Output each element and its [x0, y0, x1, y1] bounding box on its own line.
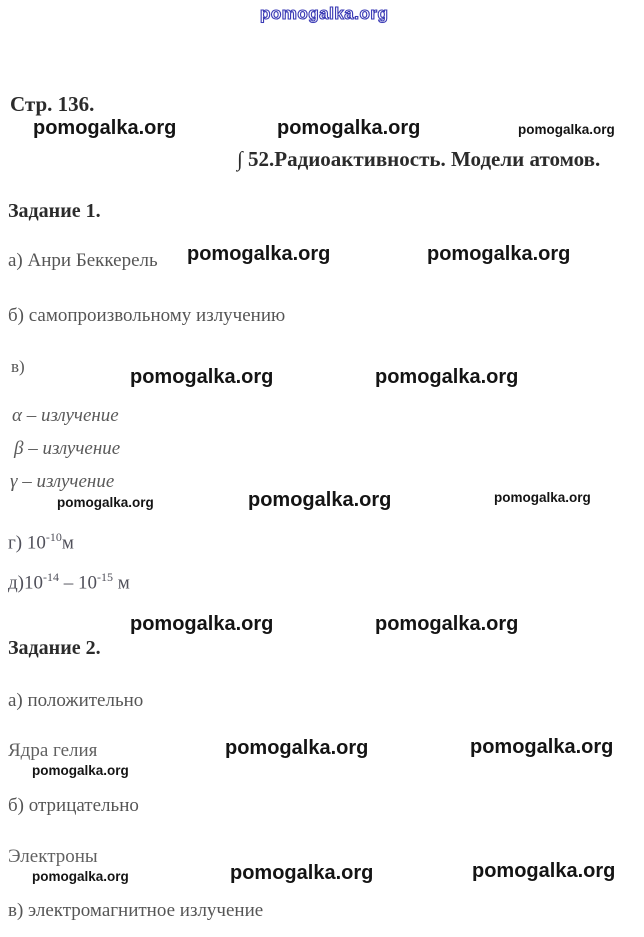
task2-heading: Задание 2.: [8, 637, 101, 659]
page-number: Стр. 136.: [10, 92, 95, 116]
answer-d-base2: – 10: [59, 572, 97, 594]
gamma-radiation-line: γ – излучение: [10, 471, 115, 492]
task2-answer-b: б) отрицательно: [8, 795, 139, 816]
watermark: pomogalka.org: [494, 490, 591, 505]
watermark: pomogalka.org: [375, 613, 519, 635]
task1-answer-v: в): [11, 357, 25, 376]
watermark: pomogalka.org: [225, 737, 369, 759]
watermark: pomogalka.org: [427, 243, 571, 265]
answer-d-exponent1: -14: [43, 570, 59, 584]
answer-d-unit: м: [113, 572, 130, 594]
task1-answer-d: [8, 570, 130, 594]
task1-answer-g: [8, 530, 74, 554]
task1-heading: Задание 1.: [8, 200, 101, 222]
watermark: pomogalka.org: [518, 122, 615, 137]
watermark: pomogalka.org: [375, 366, 519, 388]
watermark: pomogalka.org: [57, 495, 154, 510]
answer-d-exponent2: -15: [97, 570, 113, 584]
watermark: pomogalka.org: [472, 860, 616, 882]
task1-answer-b: б) самопроизвольному излучению: [8, 305, 286, 326]
answer-d-base1: д)10: [8, 572, 43, 594]
watermark: pomogalka.org: [277, 117, 421, 139]
answer-g-base: г) 10: [8, 532, 46, 554]
watermark: pomogalka.org: [32, 763, 129, 778]
watermark: pomogalka.org: [248, 489, 392, 511]
task2-answer-a: а) положительно: [8, 690, 144, 711]
watermark: pomogalka.org: [130, 613, 274, 635]
watermark: pomogalka.org: [33, 117, 177, 139]
watermark: pomogalka.org: [130, 366, 274, 388]
watermark: pomogalka.org: [470, 736, 614, 758]
answer-g-unit: м: [61, 532, 74, 554]
watermark: pomogalka.org: [230, 862, 374, 884]
task2-answer-a-note: Ядра гелия: [8, 740, 98, 761]
beta-radiation-line: β – излучение: [14, 438, 121, 459]
site-logo-link[interactable]: pomogalka.org: [260, 4, 389, 23]
section-title: ∫ 52.Радиоактивность. Модели атомов.: [237, 147, 601, 171]
task2-answer-b-note: Электроны: [8, 846, 98, 867]
alpha-radiation-line: α – излучение: [12, 405, 119, 426]
task2-answer-v: в) электромагнитное излучение: [8, 900, 264, 921]
watermark: pomogalka.org: [187, 243, 331, 265]
watermark: pomogalka.org: [32, 869, 129, 884]
task1-answer-a: а) Анри Беккерель: [8, 250, 158, 271]
answer-g-exponent: -10: [45, 530, 62, 544]
